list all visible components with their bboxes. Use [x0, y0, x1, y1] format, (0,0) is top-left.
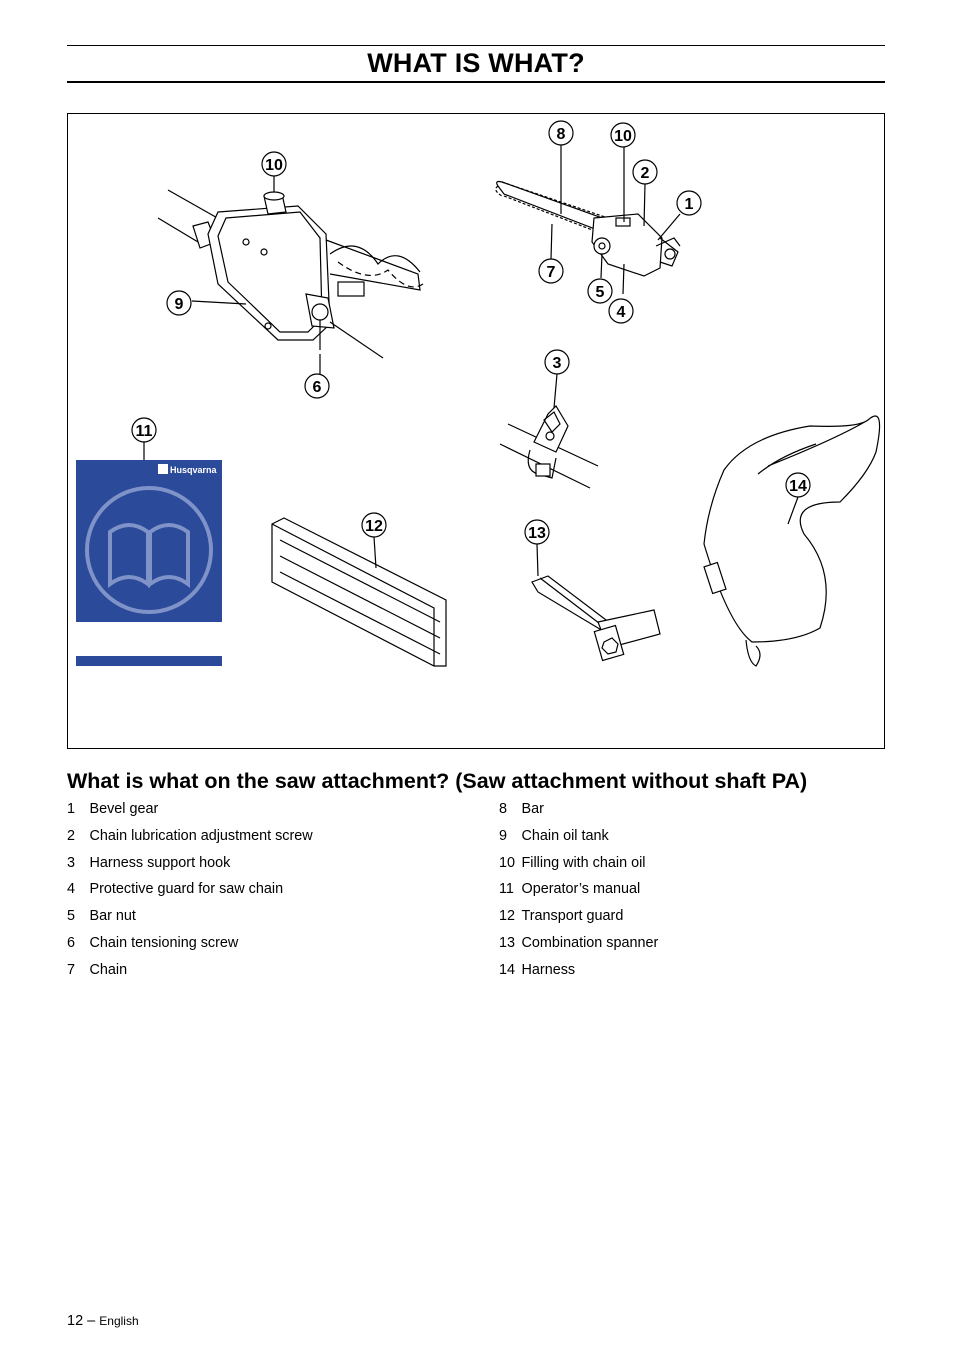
header-rule-bottom: [67, 81, 885, 83]
operators-manual-drawing: [76, 460, 222, 666]
combination-spanner-drawing: [532, 576, 660, 660]
list-item: [499, 957, 658, 984]
parts-illustration-svg: [68, 114, 886, 750]
part-label: Operator’s manual: [521, 881, 641, 898]
callouts: [132, 121, 810, 544]
callout-14: 14: [789, 478, 807, 495]
parts-illustration: [67, 113, 885, 749]
page-number: 12 –: [67, 1313, 96, 1329]
part-number: 4: [67, 881, 76, 898]
part-number: 11: [499, 881, 514, 898]
part-label: Transport guard: [521, 908, 624, 925]
part-number: 1: [67, 801, 76, 817]
part-number: 3: [67, 854, 76, 871]
list-item: [67, 796, 313, 823]
part-label: Harness support hook: [89, 854, 231, 871]
part-label: Chain oil tank: [521, 827, 609, 844]
callout-3: 3: [552, 355, 562, 372]
part-label: Bar nut: [89, 908, 136, 925]
callout-12: 12: [365, 518, 383, 535]
husqvarna-logo-icon: [158, 464, 168, 474]
harness-drawing: [704, 416, 880, 666]
part-number: 5: [67, 908, 76, 925]
page-title: WHAT IS WHAT?: [367, 48, 585, 78]
callout-7: 7: [546, 264, 556, 281]
harness-hook-drawing: [500, 406, 598, 488]
part-number: 10: [499, 854, 516, 871]
part-label: Bevel gear: [89, 801, 159, 817]
part-label: Bar: [521, 801, 544, 817]
list-item: [499, 903, 658, 930]
callout-6: 6: [312, 379, 322, 396]
part-number: 7: [67, 961, 76, 978]
section-heading: What is what on the saw attachment? (Saw attachment without shaft PA): [67, 769, 808, 793]
callout-13: 13: [528, 525, 546, 542]
part-label: Protective guard for saw chain: [89, 881, 284, 898]
list-item: [67, 823, 313, 850]
part-number: 9: [499, 827, 508, 844]
part-number: 14: [499, 961, 516, 978]
callout-5: 5: [595, 284, 605, 301]
callout-1: 1: [684, 196, 694, 213]
callout-8: 8: [556, 126, 566, 143]
part-number: 6: [67, 934, 76, 951]
list-item: [499, 796, 658, 823]
list-item: [499, 823, 658, 850]
list-item: [67, 957, 313, 984]
callout-11: 11: [135, 423, 153, 440]
part-number: 2: [67, 827, 76, 844]
parts-list-right: [499, 796, 658, 984]
part-number: 13: [499, 934, 516, 951]
part-label: Chain tensioning screw: [89, 934, 239, 951]
callout-9: 9: [174, 296, 184, 313]
list-item: [67, 876, 313, 903]
list-item: [67, 903, 313, 930]
footer-language: English: [99, 1314, 139, 1328]
list-item: [499, 850, 658, 877]
part-label: Harness: [521, 961, 576, 978]
list-item: [499, 876, 658, 903]
part-number: 12: [499, 908, 516, 925]
transport-guard-drawing: [272, 518, 446, 666]
saw-attachment-drawing: [496, 182, 680, 277]
parts-list-left: [67, 796, 313, 984]
list-item: [499, 930, 658, 957]
part-label: Combination spanner: [521, 934, 659, 951]
part-number: 8: [499, 801, 508, 817]
saw-head-closeup-drawing: [158, 190, 423, 358]
callout-10-right: 10: [614, 128, 632, 145]
part-label: Chain: [89, 961, 128, 978]
part-label: Filling with chain oil: [521, 854, 646, 871]
part-label: Chain lubrication adjustment screw: [89, 827, 313, 844]
list-item: [67, 930, 313, 957]
manual-brand-label: Husqvarna: [170, 465, 217, 475]
callout-4: 4: [616, 304, 626, 321]
callout-10-left: 10: [265, 157, 283, 174]
callout-2: 2: [640, 165, 650, 182]
list-item: [67, 850, 313, 877]
page-footer: [67, 1311, 139, 1331]
